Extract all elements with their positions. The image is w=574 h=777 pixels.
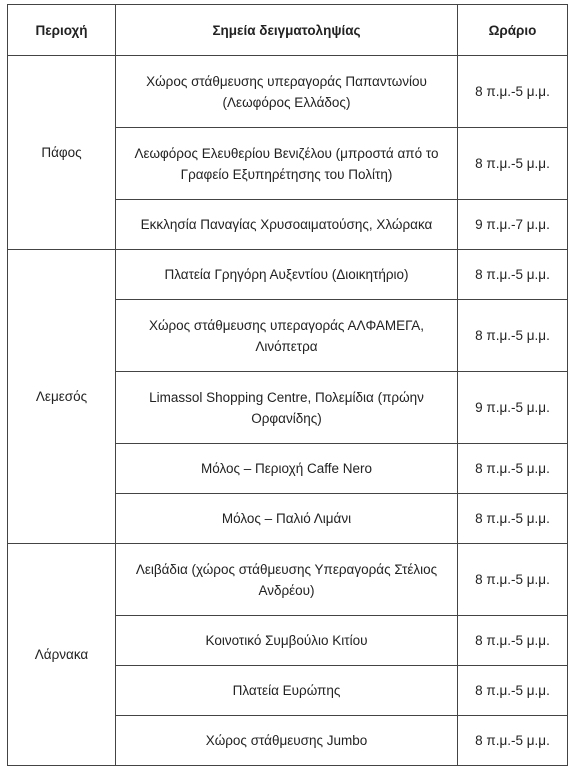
hours-cell: 9 π.μ.-5 μ.μ. (458, 372, 568, 444)
site-cell: Εκκλησία Παναγίας Χρυσοαιματούσης, Χλώρακα (116, 200, 458, 250)
hours-cell: 8 π.μ.-5 μ.μ. (458, 716, 568, 766)
hours-cell: 8 π.μ.-5 μ.μ. (458, 666, 568, 716)
hours-cell: 8 π.μ.-5 μ.μ. (458, 128, 568, 200)
site-cell: Χώρος στάθμευσης υπεραγοράς ΑΛΦΑΜΕΓΑ, Λινόπετρα (116, 300, 458, 372)
site-cell: Λεωφόρος Ελευθερίου Βενιζέλου (μπροστά από το Γραφείο Εξυπηρέτησης του Πολίτη) (116, 128, 458, 200)
region-cell-limassol: Λεμεσός (8, 250, 116, 544)
hours-cell: 8 π.μ.-5 μ.μ. (458, 444, 568, 494)
site-cell: Μόλος – Περιοχή Caffe Nero (116, 444, 458, 494)
table-row (8, 56, 568, 128)
site-cell: Μόλος – Παλιό Λιμάνι (116, 494, 458, 544)
site-cell: Χώρος στάθμευσης υπεραγοράς Παπαντωνίου (Λεωφόρος Ελλάδος) (116, 56, 458, 128)
hours-cell: 8 π.μ.-5 μ.μ. (458, 544, 568, 616)
header-sites: Σημεία δειγματοληψίας (116, 5, 458, 56)
region-cell-larnaca: Λάρνακα (8, 544, 116, 766)
header-region: Περιοχή (8, 5, 116, 56)
hours-cell: 8 π.μ.-5 μ.μ. (458, 250, 568, 300)
site-cell: Limassol Shopping Centre, Πολεμίδια (πρώην Ορφανίδης) (116, 372, 458, 444)
hours-cell: 8 π.μ.-5 μ.μ. (458, 300, 568, 372)
region-cell-paphos: Πάφος (8, 56, 116, 250)
hours-cell: 8 π.μ.-5 μ.μ. (458, 616, 568, 666)
hours-cell: 9 π.μ.-7 μ.μ. (458, 200, 568, 250)
table-row (8, 544, 568, 616)
site-cell: Χώρος στάθμευσης Jumbo (116, 716, 458, 766)
hours-cell: 8 π.μ.-5 μ.μ. (458, 494, 568, 544)
header-hours: Ωράριο (458, 5, 568, 56)
site-cell: Λειβάδια (χώρος στάθμευσης Υπεραγοράς Στέλιος Ανδρέου) (116, 544, 458, 616)
site-cell: Πλατεία Γρηγόρη Αυξεντίου (Διοικητήριο) (116, 250, 458, 300)
table-row (8, 250, 568, 300)
site-cell: Κοινοτικό Συμβούλιο Κιτίου (116, 616, 458, 666)
hours-cell: 8 π.μ.-5 μ.μ. (458, 56, 568, 128)
sampling-sites-table (7, 4, 568, 766)
site-cell: Πλατεία Ευρώπης (116, 666, 458, 716)
header-row (8, 5, 568, 56)
